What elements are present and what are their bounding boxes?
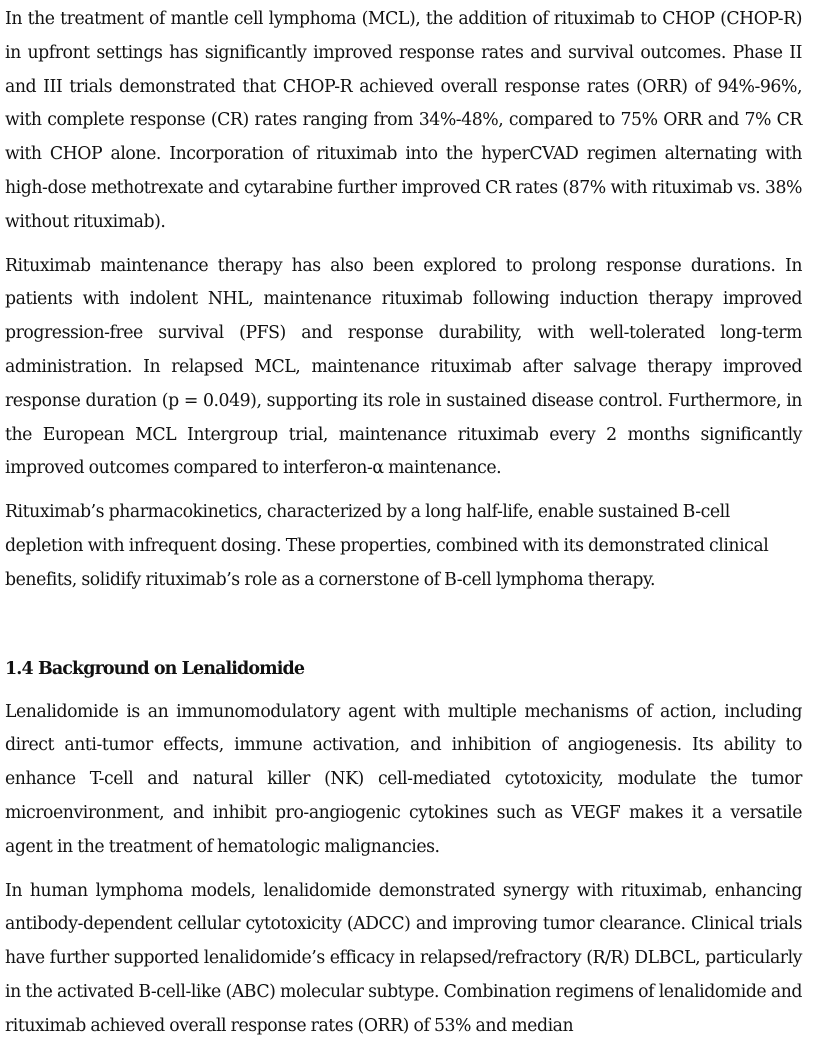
paragraph-mcl-chop-r: In the treatment of mantle cell lymphoma (MCL), the addition of rituximab to CHOP (CHOP-R) in upfront settings has significantly improved response rates and survival outcomes. Phase II and III trials demonstrated that CHOP-R achieved overall response rates (ORR) of 94%-96%, with complete response (CR) rates ranging from 34%-48%, compared to 75% ORR and 7% CR with CHOP alone. Incorporation of rituximab into the hyperCVAD regimen alternating with high-dose methotrexate and cytarabine further improved CR rates (87% with rituximab vs. 38% without rituximab). [5,9,802,232]
paragraph-rituximab-pharmacokinetics: Rituximab’s pharmacokinetics, characterized by a long half-life, enable sustained B-cell depletion with infrequent dosing. These properties, combined with its demonstrated clinical benefits, solidify rituximab’s role as a cornerstone of B-cell lymphoma therapy. [5,502,769,590]
paragraph-lenalidomide-synergy: In human lymphoma models, lenalidomide demonstrated synergy with rituximab, enhancing antibody-dependent cellular cytotoxicity (ADCC) and improving tumor clearance. Clinical trials have further supported lenalidomide’s efficacy in relapsed/refractory (R/R) DLBCL, particularly in the activated B-cell-like (ABC) molecular subtype. Combination regimens of lenalidomide and rituximab achieved overall response rates (ORR) of 53% and median [5,880,802,1036]
paragraph-rituximab-maintenance: Rituximab maintenance therapy has also been explored to prolong response durations. In patients with indolent NHL, maintenance rituximab following induction therapy improved progression-free survival (PFS) and response durability, with well-tolerated long-term administration. In relapsed MCL, maintenance rituximab after salvage therapy improved response duration (p = 0.049), supporting its role in sustained disease control. Furthermore, in the European MCL Intergroup trial, maintenance rituximab every 2 months significantly improved outcomes compared to interferon-α maintenance. [5,255,802,479]
document-page [5,3,802,1044]
paragraph-lenalidomide-mechanism: Lenalidomide is an immunomodulatory agent with multiple mechanisms of action, including direct anti-tumor effects, immune activation, and inhibition of angiogenesis. Its ability to enhance T-cell and natural killer (NK) cell-mediated cytotoxicity, modulate the tumor microenvironment, and inhibit pro-angiogenic cytokines such as VEGF makes it a versatile agent in the treatment of hematologic malignancies. [5,701,802,857]
section-heading-lenalidomide: 1.4 Background on Lenalidomide [5,658,305,679]
